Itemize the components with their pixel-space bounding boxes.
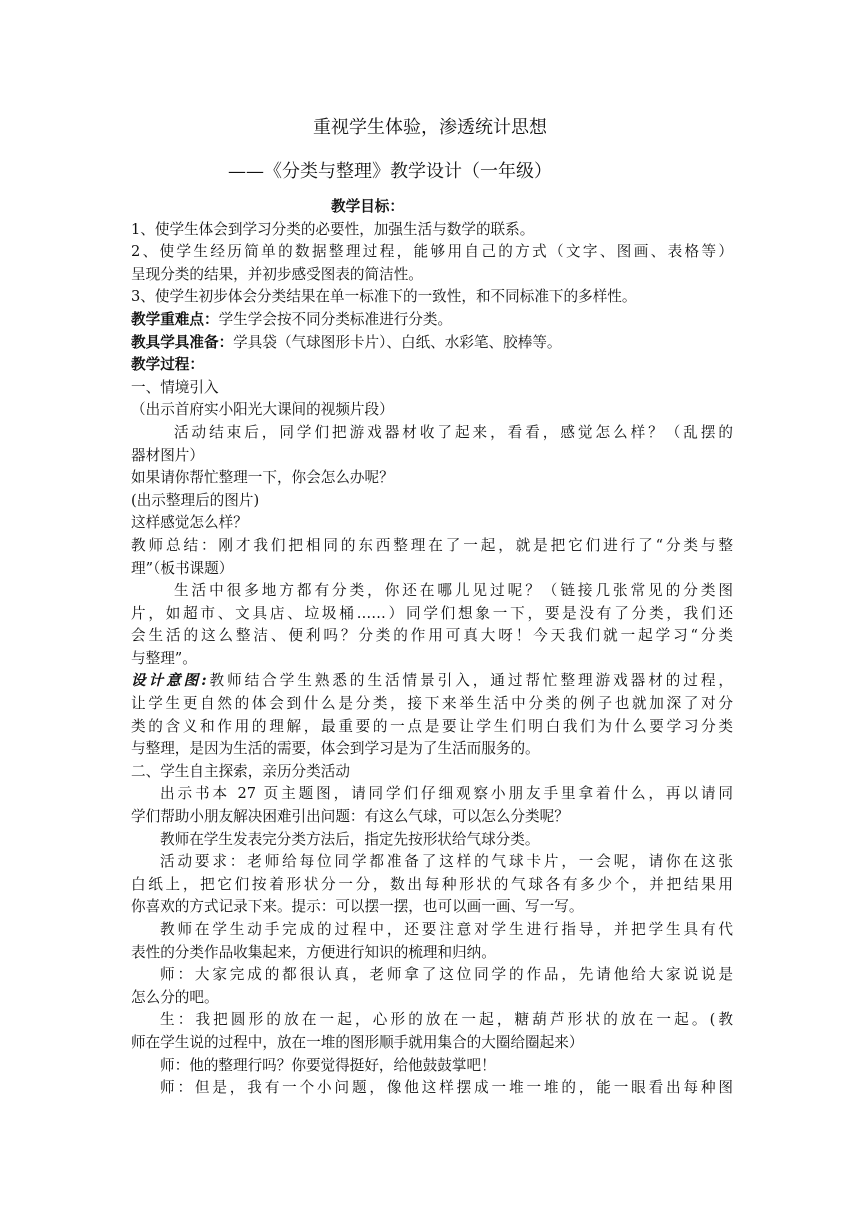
- paragraph-line: 师：大家完成的都很认真，老师拿了这位同学的作品，先请他给大家说说是: [160, 966, 733, 984]
- goal-line: 呈现分类的结果，并初步感受图表的简洁性。: [131, 265, 423, 283]
- goal-line: 1、使学生体会到学习分类的必要性，加强生活与数学的联系。: [131, 220, 535, 238]
- paragraph-line: 怎么分的吧。: [131, 988, 219, 1006]
- materials: [131, 332, 733, 355]
- paragraph-line: 教师在学生发表完分类方法后，指定先按形状给气球分类。: [160, 830, 540, 848]
- paragraph-line: 与整理，是因为生活的需要，体会到学习是为了生活而服务的。: [131, 740, 540, 758]
- paragraph-line: 让学生更自然的体会到什么是分类，接下来举生活中分类的例子也就加深了对分: [131, 695, 733, 713]
- paragraph-line: 这样感觉怎么样？: [131, 514, 248, 532]
- paragraph-line: 生：我把圆形的放在一起，心形的放在一起，糖葫芦形状的放在一起。(教: [160, 1011, 733, 1029]
- design-intent-label: 设计意图:: [131, 672, 207, 690]
- paragraph-line: 会生活的这么整洁、便利吗？分类的作用可真大呀！今天我们就一起学习“分类: [131, 627, 733, 645]
- paragraph-line: 活动要求：老师给每位同学都准备了这样的气球卡片，一会呢，请你在这张: [160, 853, 733, 871]
- paragraph-line: 类的含义和作用的理解，最重要的一点是要让学生们明白我们为什么要学习分类: [131, 717, 733, 735]
- section2-heading: 二、学生自主探索，亲历分类活动: [131, 762, 350, 780]
- materials-label: 教具学具准备：: [131, 333, 234, 351]
- paragraph-line: 与整理”。: [131, 649, 197, 667]
- paragraph-line: 师在学生说的过程中，放在一堆的图形顺手就用集合的大圈给圈起来）: [131, 1033, 584, 1051]
- paragraph-line: 出示书本 27 页主题图，请同学们仔细观察小朋友手里拿着什么，再以请同: [160, 785, 733, 803]
- key-points-label: 教学重难点：: [131, 310, 219, 328]
- goal-line: 3、使学生初步体会分类结果在单一标准下的一致性，和不同标准下的多样性。: [131, 288, 637, 306]
- goals-heading: 教学目标：: [331, 198, 404, 215]
- paragraph-line: 表性的分类作品收集起来，方便进行知识的梳理和归纳。: [131, 943, 496, 961]
- key-points-text: 学生学会按不同分类标准进行分类。: [218, 310, 453, 328]
- paragraph-line: 你喜欢的方式记录下来。提示：可以摆一摆，也可以画一画、写一写。: [131, 898, 584, 916]
- paragraph-line: （出示首府实小阳光大课间的视频片段）: [131, 401, 394, 419]
- paragraph-line: 教师总结：刚才我们把相同的东西整理在了一起，就是把它们进行了“分类与整: [131, 536, 733, 554]
- paragraph-line: 生活中很多地方都有分类，你还在哪儿见过呢？（链接几张常见的分类图: [174, 582, 733, 600]
- process-heading: 教学过程：: [131, 356, 204, 374]
- paragraph-line: 师：但是，我有一个小问题，像他这样摆成一堆一堆的，能一眼看出每种图: [160, 1079, 733, 1097]
- paragraph-line: 活动结束后，同学们把游戏器材收了起来，看看，感觉怎么样？（乱摆的: [174, 423, 733, 441]
- document-subtitle: ——《分类与整理》教学设计（一年级）: [228, 161, 552, 182]
- design-intent: [131, 670, 733, 693]
- paragraph-line: 教师在学生动手完成的过程中，还要注意对学生进行指导，并把学生具有代: [160, 921, 733, 938]
- paragraph-line: 理”（板书课题）: [131, 559, 234, 577]
- paragraph-line: 师：他的整理行吗？你要觉得挺好，给他鼓鼓掌吧！: [160, 1056, 496, 1074]
- key-points: [131, 309, 733, 332]
- paragraph-line: 学们帮助小朋友解决困难引出问题：有这么气球，可以怎么分类呢？: [131, 808, 569, 826]
- paragraph-line: 如果请你帮忙整理一下，你会怎么办呢？: [131, 469, 394, 487]
- document-title: 重视学生体验，渗透统计思想: [313, 117, 547, 138]
- document-body: [131, 196, 733, 1100]
- paragraph-line: (出示整理后的图片): [131, 491, 260, 509]
- paragraph-line: 白纸上，把它们按着形状分一分，数出每种形状的气球各有多少个，并把结果用: [131, 875, 733, 893]
- materials-text: 学具袋（气球图形卡片）、白纸、水彩笔、胶棒等。: [233, 333, 562, 351]
- section1-heading: 一、情境引入: [131, 378, 219, 396]
- design-intent-text: 教师结合学生熟悉的生活情景引入，通过帮忙整理游戏器材的过程，: [206, 672, 733, 690]
- paragraph-line: 片，如超市、文具店、垃圾桶……）同学们想象一下，要是没有了分类，我们还: [131, 604, 733, 622]
- goal-line: 2、使学生经历简单的数据整理过程，能够用自己的方式（文字、图画、表格等）: [131, 243, 733, 261]
- paragraph-line: 器材图片）: [131, 446, 204, 464]
